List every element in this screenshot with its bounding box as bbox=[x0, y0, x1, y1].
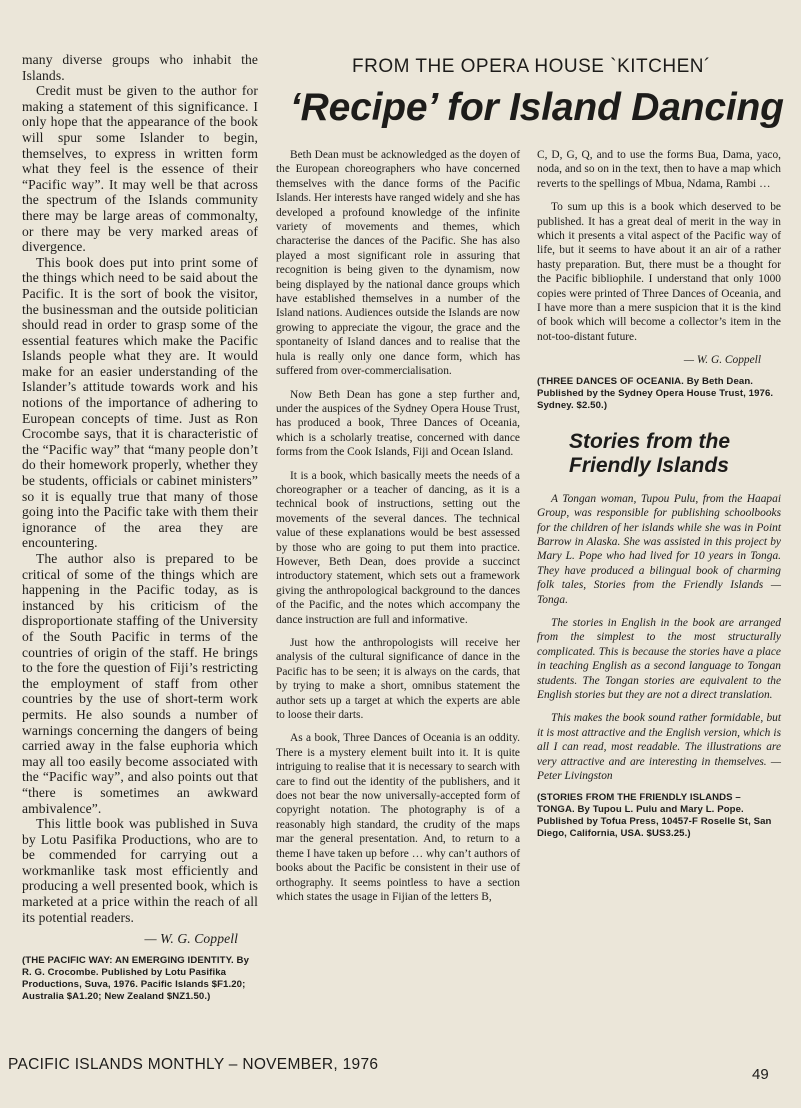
book-credit: (THE PACIFIC WAY: AN EMERGING IDENTITY. By R. G. Crocombe. Published by Lotu Pasifika Productions, Suva, 1976. Pacific Islands $F1.20; Australia $A1.20; New Zealand $NZ1.50.) bbox=[22, 954, 249, 1002]
stories-review bbox=[537, 492, 781, 784]
page-number: 49 bbox=[752, 1066, 769, 1083]
column-3 bbox=[537, 148, 781, 840]
paragraph: As a book, Three Dances of Oceania is an oddity. There is a mystery element built into it. It is quite intriguing to realise that it is necessary to search with care to find out the identity of the publishers, and it does not bear the now universally-accepted form of copyright notation. The photography is of a reasonably high standard, the crudity of the maps mar the general presentation. And, to return to a theme I have taken up before … why can’t authors of books about the Pacific be consistent in their use of orthography. It seems pointless to have a section which states the usage in Fijian of the letters B, bbox=[276, 732, 520, 903]
paragraph: The stories in English in the book are arranged from the simplest to the most structurally complicated. This is because the stories have a place in teaching English as a second language to Tongan students. The Tongan stories are equivalent to the English stories but they are not a direct translation. bbox=[537, 616, 781, 701]
paragraph: To sum up this is a book which deserved to be published. It has a great deal of merit in the way in which it presents a vital aspect of the Pacific way of life, but it seems to have about it an air of a rather hasty preparation. But, there must be a thought for the Pacific bibliophile. I understand that only 1000 copies were printed of Three Dances of Oceania, and I have more than a mere suspicion that it is the kind of book which will become a collector’s item in the not-too-distant future. bbox=[537, 201, 781, 343]
publication-footer: PACIFIC ISLANDS MONTHLY – NOVEMBER, 1976 bbox=[8, 1056, 379, 1073]
paragraph: Beth Dean must be acknowledged as the doyen of the European choreographers who have concerned themselves with the dance forms of the Pacific Islands. Her interests have ranged widely and she has developed a profound knowledge of the infinite variety of movements and themes, which characterise the dances of the Pacific. She has also played a most significant role in assuring that recognition is being given to the dynamism, now being displayed by the national dance groups which have established themselves in a number of the Island nations. Audiences outside the Islands are now growing to appreciate the vigour, the grace and the spontaneity of Island dances and to realise that the hula is really only one dance form, which has suffered from over-commercialisation. bbox=[276, 149, 520, 378]
paragraph: A Tongan woman, Tupou Pulu, from the Haapai Group, was responsible for publishing schoolbooks for the children of her islands while she was in Point Barrow in Alaska. She was assisted in this project by Mary L. Pope who had lived for 10 years in Tonga. They have produced a bilingual book of charming folk tales, Stories from the Friendly Islands — Tonga. bbox=[537, 492, 781, 606]
paragraph: The author also is prepared to be critical of some of the things which are happening in the Pacific today, as is instanced by his criticism of the disproportionate staffing of the University of the South Pacific in terms of the countries of origin of the staff. He brings to the fore the question of Fiji’s restricting the employment of staff from other countries by the use of short-term work permits. He also sounds a number of warnings concerning the dangers of being carried away in the false euphoria which may all too easily become associated with the “Pacific way”, and also points out that “there is sometimes an awkward ambivalence”. bbox=[22, 551, 258, 816]
paragraph: It is a book, which basically meets the needs of a choreographer or a teacher of dancing, as it is a technical book of instructions, setting out the movements of the several dances. The technical value of these explanations would be best assessed by those who are going to put them into practice. However, Beth Dean, does provide a succinct introductory statement, which sets out a framework giving the anthropological background to the dances of the Pacific, and the notes which accompany the dance instruction are full and informative. bbox=[276, 469, 520, 626]
section-subheading: Stories from the Friendly Islands bbox=[569, 429, 731, 477]
column-2 bbox=[276, 148, 520, 913]
paragraph: This book does put into print some of the things which need to be said about the Pacific. It is the sort of book the visitor, the businessman and the outside politician should read in order to grasp some of the essential features which make the Pacific Islands people what they are. It would make for an easier understanding of the Islander’s attitude towards work and his notions of the importance of adhering to European concepts of time. Just as Ron Crocombe says, that it is characteristic of the “Pacific way” that “many people don’t do their homework properly, whether they be students, officials or cabinet ministers” so it is equally true that many of those going into the Pacific take with them their ignorance of the area they are encountering. bbox=[22, 254, 258, 551]
signature: — W. G. Coppell bbox=[144, 931, 238, 947]
column-1 bbox=[22, 52, 258, 1003]
paragraph: This makes the book sound rather formidable, but it is most attractive and the English version, which is all I can read, most readable. The illustrations are very attractive and are interesting in themselves. — Peter Livingston bbox=[537, 712, 781, 782]
paragraph: C, D, G, Q, and to use the forms Bua, Dama, yaco, noda, and so on in the text, then to have a map which reverts to the spellings of Mbua, Ndama, Rambi … bbox=[537, 149, 781, 190]
book-credit: (STORIES FROM THE FRIENDLY ISLANDS – TONGA. By Tupou L. Pulu and Mary L. Pope. Published by Tofua Press, 10457-F Roselle St, San Diego, California, USA. $US3.25.) bbox=[537, 792, 772, 840]
signature: — W. G. Coppell bbox=[683, 354, 761, 367]
paragraph: This little book was published in Suva by Lotu Pasifika Productions, who are to be commended for carrying out a workmanlike task most efficiently and producing a well presented book, which is marketed at a price within the reach of all its potential readers. bbox=[22, 816, 258, 925]
paragraph: many diverse groups who inhabit the Islands. bbox=[22, 52, 258, 83]
section-kicker: FROM THE OPERA HOUSE `KITCHEN´ bbox=[352, 56, 711, 77]
paragraph: Now Beth Dean has gone a step further and, under the auspices of the Sydney Opera House Trust, has produced a book, Three Dances of Oceania, which is a scholarly treatise, concerned with dance forms from the Cook Islands, Fiji and Ocean Island. bbox=[276, 388, 520, 459]
article-headline: ‘Recipe’ for Island Dancing bbox=[290, 86, 784, 129]
book-credit: (THREE DANCES OF OCEANIA. By Beth Dean. Published by the Sydney Opera House Trust, 1976. Sydney. $2.50.) bbox=[537, 375, 774, 411]
paragraph: Credit must be given to the author for making a statement of this significance. I only hope that the appearance of the book will spur some Islander to begin, themselves, to express in written form what they feel is the essence of their “Pacific way”. It may well be that across the spectrum of the Islands community there may be large areas of commonalty, or there may be very marked areas of divergence. bbox=[22, 83, 258, 255]
paragraph: Just how the anthropologists will receive her analysis of the cultural significance of dance in the Pacific has to be seen; it is always on the cards, that by trying to make a short, omnibus statement the author sets up a target at which the experts are able to loose their darts. bbox=[276, 637, 520, 722]
